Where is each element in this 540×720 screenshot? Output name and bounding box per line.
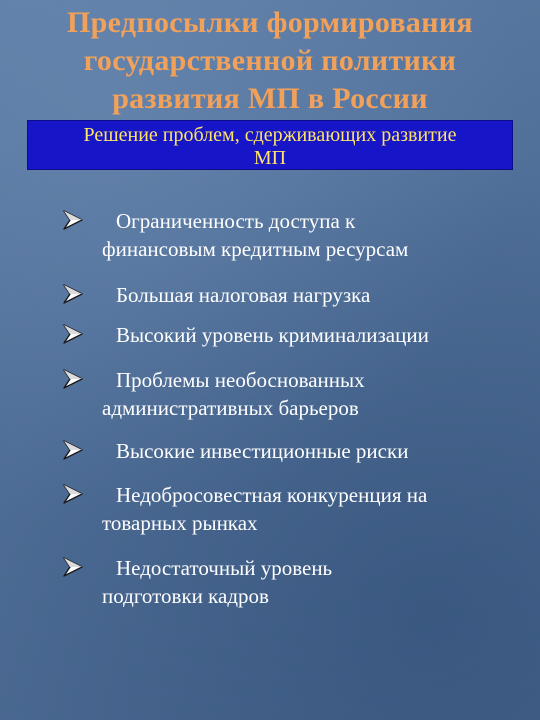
title-line: государственной политики bbox=[83, 44, 457, 77]
item-line: Недостаточный уровень bbox=[116, 556, 333, 580]
title-line: развития МП в России bbox=[112, 82, 428, 115]
item-line: Высокий уровень криминализации bbox=[116, 323, 429, 347]
subtitle-banner bbox=[27, 120, 513, 170]
arrow-bullet-icon bbox=[62, 283, 86, 305]
item-line: товарных рынках bbox=[102, 511, 258, 535]
arrow-bullet-icon bbox=[62, 483, 86, 505]
banner-line: Решение проблем, сдерживающих развитие bbox=[83, 124, 457, 146]
banner-line: МП bbox=[253, 147, 287, 169]
item-line: административных барьеров bbox=[102, 396, 359, 420]
item-line: финансовым кредитным ресурсам bbox=[102, 237, 409, 261]
item-line: Высокие инвестиционные риски bbox=[116, 439, 409, 463]
arrow-bullet-icon bbox=[62, 323, 86, 345]
item-line: Проблемы необоснованных bbox=[116, 368, 365, 392]
arrow-bullet-icon bbox=[62, 556, 86, 578]
item-line: Недобросовестная конкуренция на bbox=[116, 483, 428, 507]
arrow-bullet-icon bbox=[62, 209, 86, 231]
item-line: Большая налоговая нагрузка bbox=[116, 283, 371, 307]
arrow-bullet-icon bbox=[62, 368, 86, 390]
arrow-bullet-icon bbox=[62, 439, 86, 461]
item-line: подготовки кадров bbox=[102, 584, 269, 608]
title-line: Предпосылки формирования bbox=[67, 6, 473, 39]
slide-title bbox=[10, 4, 530, 118]
item-line: Ограниченность доступа к bbox=[116, 209, 356, 233]
